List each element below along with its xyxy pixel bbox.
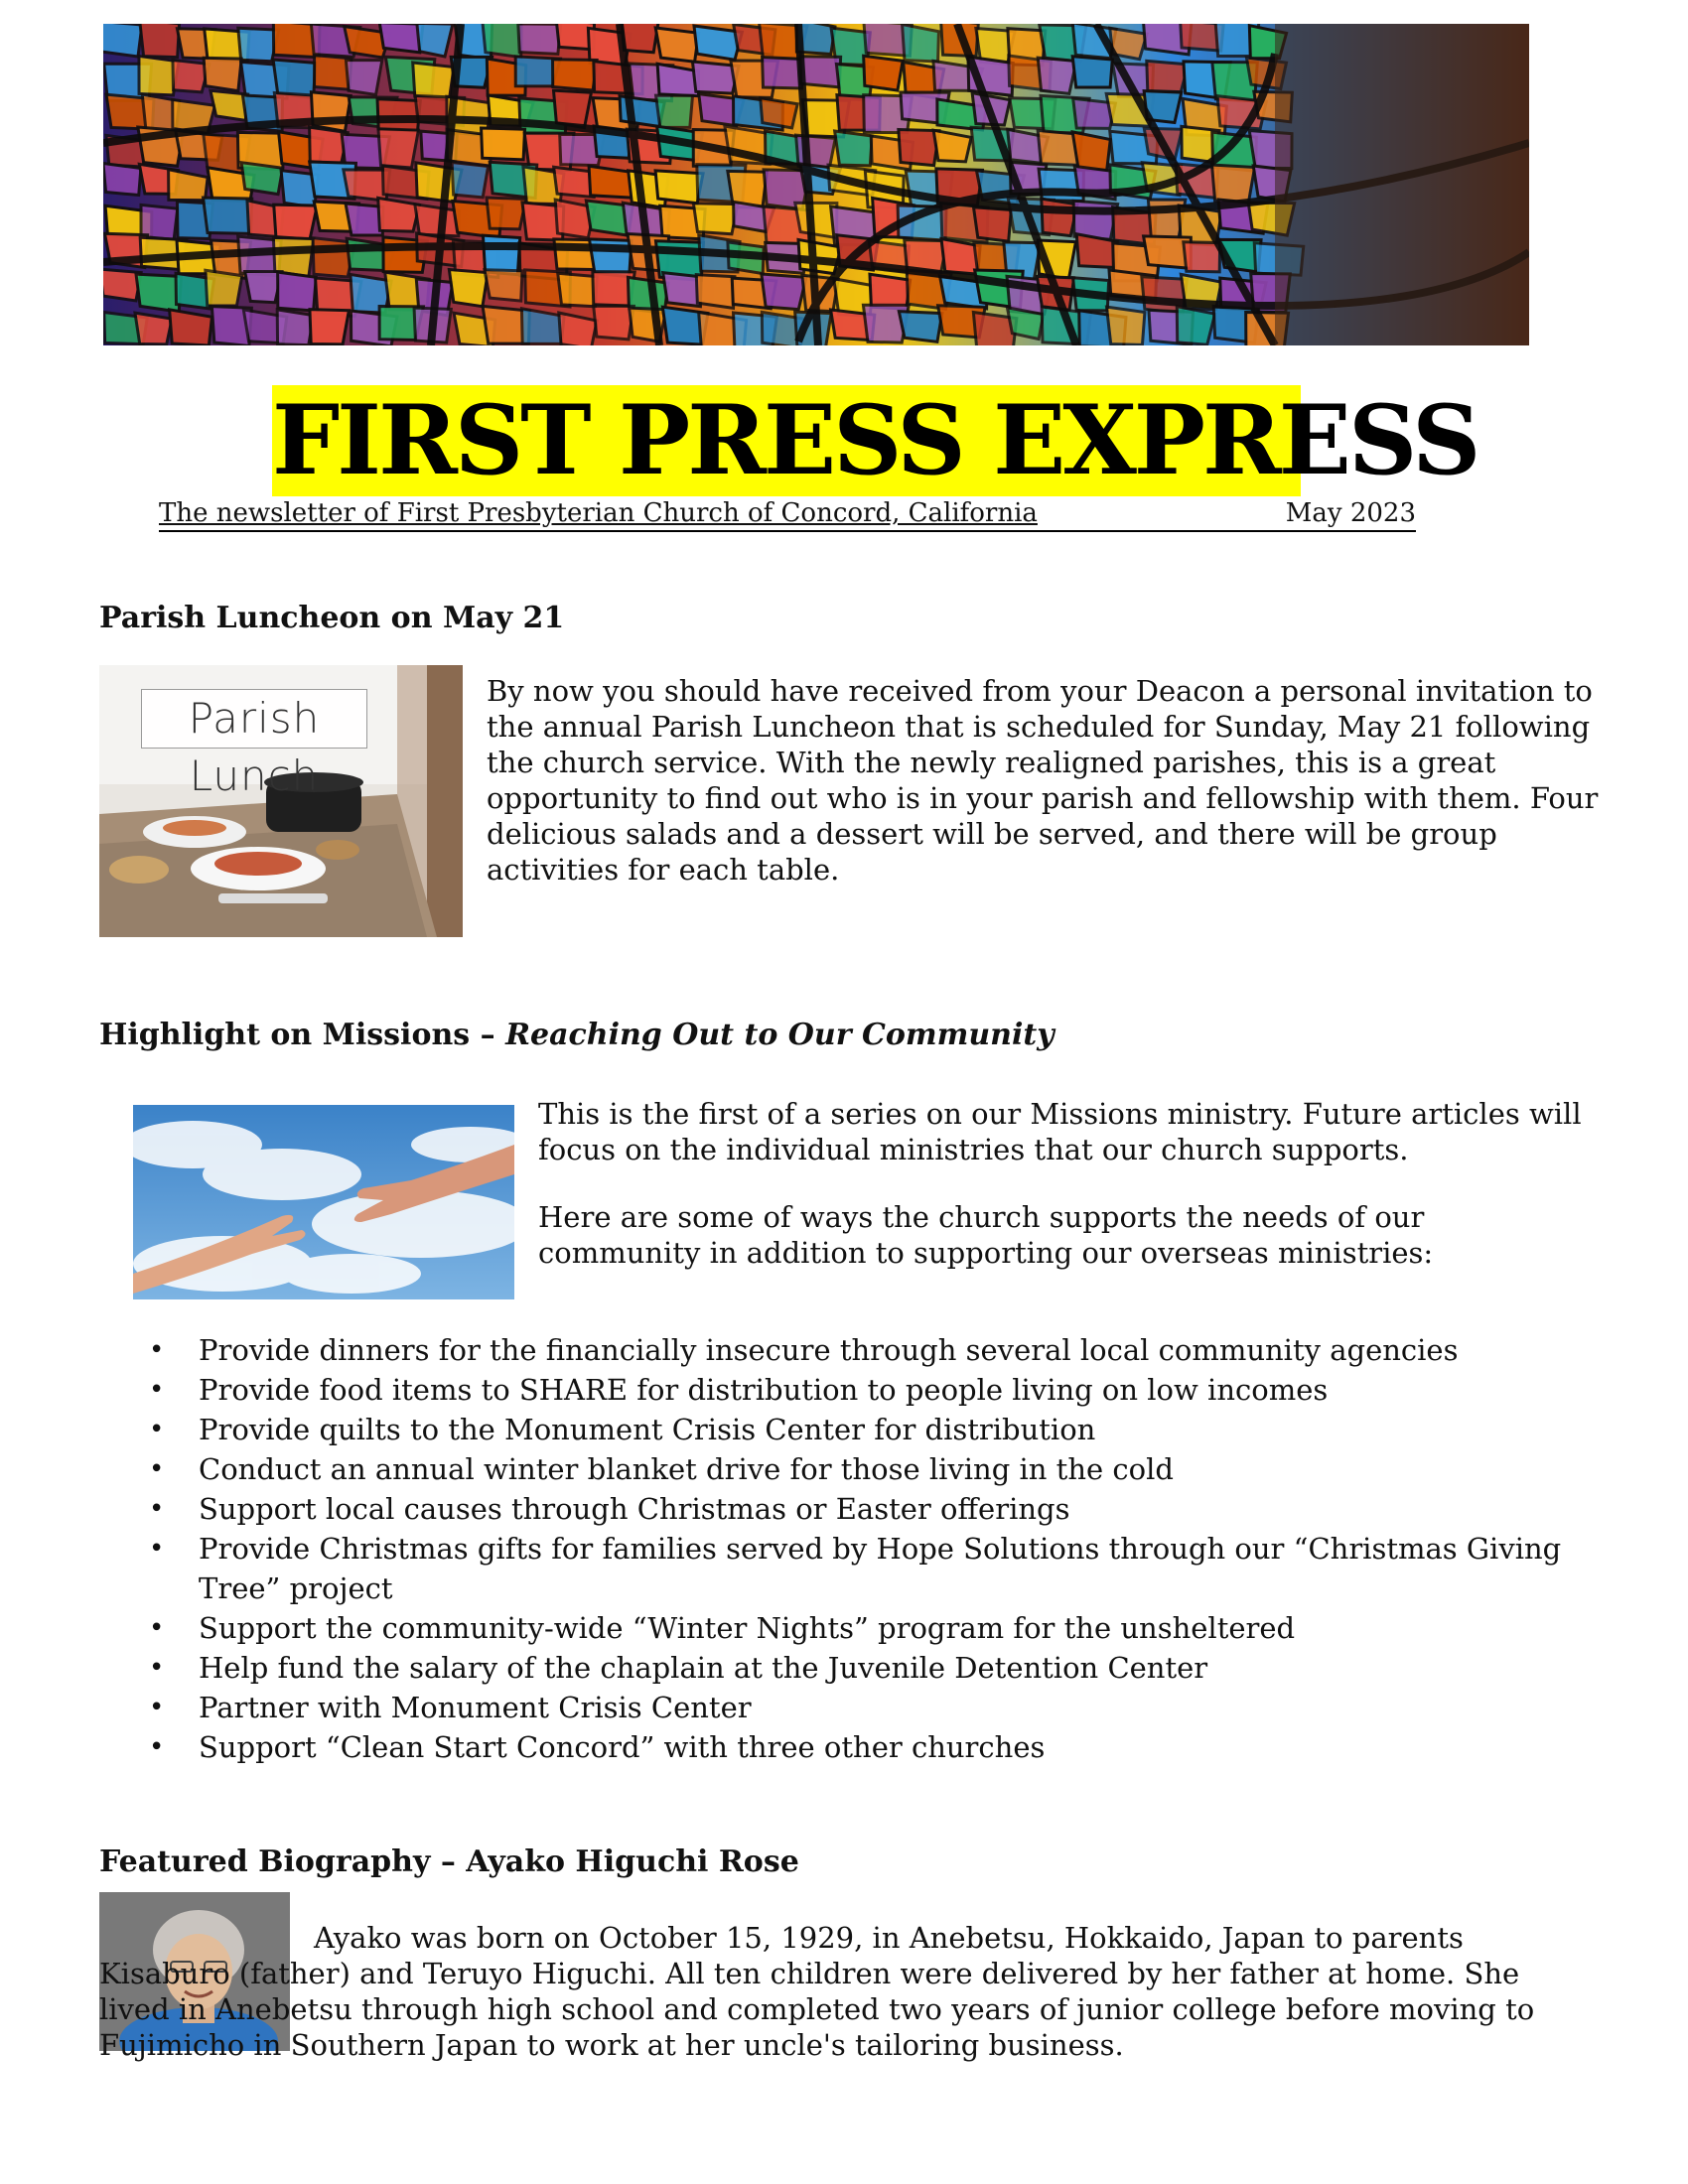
missions-heading-subtitle: Reaching Out to Our Community: [505, 1018, 1055, 1052]
glass-pane: [1106, 307, 1144, 344]
glass-pane: [761, 98, 797, 128]
glass-pane: [655, 28, 698, 62]
glass-pane: [693, 204, 738, 234]
glass-pane: [310, 310, 349, 344]
bullet-icon: •: [149, 1732, 165, 1762]
missions-heading: [99, 1016, 1055, 1055]
list-item: [149, 1449, 1599, 1489]
glass-pane: [835, 131, 873, 166]
newsletter-tagline: The newsletter of First Presbyterian Church of Concord, California: [159, 498, 1038, 528]
stained-glass-graphic: [103, 24, 1529, 345]
glass-pane: [135, 313, 172, 344]
missions-intro-1: This is the first of a series on our Missions ministry. Future articles will focus on the individual ministries that our church supports.: [538, 1097, 1582, 1166]
list-item: [149, 1727, 1599, 1767]
glass-pane: [1042, 199, 1077, 235]
glass-pane: [864, 56, 903, 90]
bullet-icon: •: [149, 1613, 165, 1643]
glass-pane: [482, 128, 525, 160]
list-item: [149, 1370, 1599, 1410]
glass-pane: [346, 60, 381, 94]
bullet-icon: •: [149, 1534, 165, 1564]
glass-pane: [903, 25, 939, 62]
glass-pane: [452, 163, 488, 198]
bullet-icon: •: [149, 1693, 165, 1722]
list-item: [149, 1648, 1599, 1688]
list-item-text: Support the community-wide “Winter Nights” program for the unsheltered: [199, 1611, 1296, 1645]
glass-pane: [762, 274, 806, 310]
parish-lunch-photo: [99, 665, 463, 937]
glass-pane: [103, 24, 142, 57]
list-item-text: Help fund the salary of the chaplain at the Juvenile Detention Center: [199, 1651, 1208, 1685]
glass-pane: [973, 207, 1011, 241]
parish-lunch-photo-label: Parish Lunch: [141, 689, 367, 749]
glass-pane: [558, 273, 598, 306]
list-item: [149, 1608, 1599, 1648]
masthead-subline: [159, 496, 1416, 532]
parish-luncheon-heading: Parish Luncheon on May 21: [99, 601, 565, 635]
reaching-hands-photo: [133, 1105, 514, 1299]
biography-body: Ayako was born on October 15, 1929, in Anebetsu, Hokkaido, Japan to parents Kisaburo (father) and Teruyo Higuchi. All ten children were delivered by her father at home. She lived in Anebetsu through high school and completed two years of junior college before moving to Fujimicho in Southern Japan to work at her uncle's tailoring business.: [99, 1921, 1535, 2062]
list-item-text: Conduct an annual winter blanket drive for those living in the cold: [199, 1452, 1174, 1486]
newsletter-title: FIRST PRESS EXPRESS: [272, 384, 1478, 496]
bullet-icon: •: [149, 1494, 165, 1524]
list-item-text: Partner with Monument Crisis Center: [199, 1691, 752, 1724]
glass-pane: [518, 24, 561, 54]
glass-pane: [449, 269, 488, 306]
bullet-icon: •: [149, 1454, 165, 1484]
list-item: [149, 1529, 1599, 1608]
list-item: [149, 1688, 1599, 1727]
glass-pane: [553, 60, 598, 90]
glass-pane: [594, 306, 634, 340]
glass-pane: [417, 24, 453, 57]
missions-heading-main: Highlight on Missions –: [99, 1018, 506, 1052]
list-item-text: Support “Clean Start Concord” with three other churches: [199, 1730, 1046, 1764]
glass-pane: [206, 270, 242, 306]
glass-pane: [1072, 57, 1112, 87]
list-item-text: Support local causes through Christmas or Easter offerings: [199, 1492, 1070, 1526]
list-item-text: Provide food items to SHARE for distribution to people living on low incomes: [199, 1373, 1329, 1407]
list-item: [149, 1330, 1599, 1370]
glass-pane: [241, 163, 283, 195]
glass-pane: [377, 99, 420, 131]
glass-pane: [899, 312, 941, 342]
parish-luncheon-body: By now you should have received from your Deacon a personal invitation to the annual Parish Luncheon that is scheduled for Sunday, May 21 following the church service. With the newly realigned parishes, this is a great opportunity to find out who is in your parish and fellowship with them. Four delicious salads and a dessert will be served, and there will be group activities for each table.: [487, 674, 1599, 887]
bullet-icon: •: [149, 1415, 165, 1444]
glass-pane: [622, 24, 658, 53]
glass-pane: [485, 270, 522, 301]
list-item: [149, 1489, 1599, 1529]
glass-pane: [1072, 132, 1110, 171]
glass-pane: [1007, 308, 1043, 340]
missions-intro-2: Here are some of ways the church supports the needs of our community in addition to supporting our overseas ministries:: [538, 1200, 1434, 1270]
glass-pane: [140, 24, 180, 58]
bullet-icon: •: [149, 1375, 165, 1405]
glass-pane: [696, 275, 735, 309]
reaching-hands-graphic: [133, 1105, 514, 1299]
bullet-icon: •: [149, 1653, 165, 1683]
list-item-text: Provide Christmas gifts for families served by Hope Solutions through our “Christmas Giving Tree” project: [199, 1532, 1562, 1605]
missions-list: [149, 1330, 1599, 1767]
glass-pane: [933, 130, 971, 162]
list-item-text: Provide dinners for the financially insecure through several local community agencies: [199, 1333, 1459, 1367]
bullet-icon: •: [149, 1335, 165, 1365]
glass-pane: [311, 92, 351, 132]
glass-pane: [415, 205, 459, 236]
glass-pane: [1076, 234, 1117, 268]
glass-pane: [1184, 242, 1220, 272]
glass-pane: [170, 310, 212, 345]
glass-pane: [656, 95, 693, 127]
glass-pane: [378, 129, 418, 168]
list-item-text: Provide quilts to the Monument Crisis Center for distribution: [199, 1413, 1096, 1446]
glass-pane: [204, 198, 252, 233]
stained-glass-banner-image: [103, 24, 1529, 345]
biography-heading: Featured Biography – Ayako Higuchi Rose: [99, 1844, 799, 1879]
glass-pane: [103, 163, 141, 195]
issue-date: May 2023: [1285, 498, 1416, 528]
glass-pane: [483, 24, 521, 58]
glass-pane: [1177, 307, 1214, 345]
glass-pane: [278, 272, 317, 311]
glass-pane: [800, 57, 841, 87]
glass-pane: [1147, 61, 1189, 91]
list-item: [149, 1410, 1599, 1449]
glass-pane: [487, 198, 526, 229]
glass-pane: [274, 205, 318, 239]
glass-pane: [1038, 58, 1076, 93]
glass-pane: [204, 58, 241, 90]
glass-pane: [277, 310, 314, 345]
